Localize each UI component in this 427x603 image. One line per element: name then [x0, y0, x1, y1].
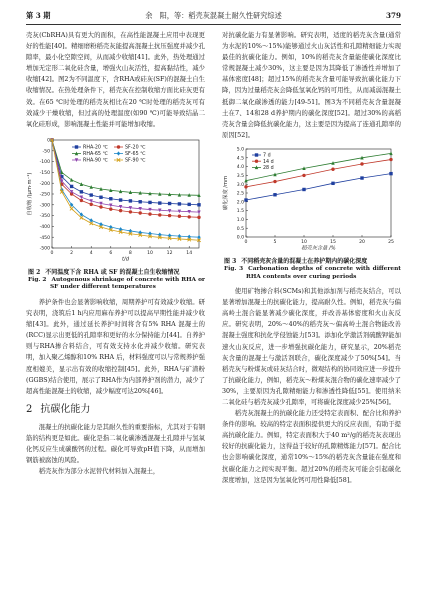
- figure-3-caption-en: Fig. 3 Carbonation depths of concrete with different RHA contents over curing periods: [224, 266, 401, 280]
- left-paragraph-3: 混凝土的抗碳化能力是其耐久性的重要指标，尤其对于有钢筋的结构更是如此。碳化是指二氧化碳渗透混凝土孔隙并与氢氧化钙反应生成碳酸钙的过程。碳化可导致pH值下降，从而增加钢筋被腐蚀的风险。: [26, 423, 205, 465]
- x-tick-label: 15: [330, 239, 336, 245]
- data-point: [360, 176, 363, 179]
- data-point: [148, 212, 151, 215]
- issue-label: 第 3 期: [26, 11, 51, 20]
- data-point: [119, 198, 122, 201]
- data-point: [119, 209, 122, 212]
- data-point: [197, 215, 200, 218]
- y-tick-label: 4.5: [236, 156, 244, 162]
- legend-label: 14 d: [263, 159, 274, 165]
- data-point: [197, 203, 200, 206]
- data-point: [158, 213, 161, 216]
- y-tick-label: -250: [39, 192, 50, 198]
- data-point: [70, 185, 73, 188]
- y-tick-label: -200: [39, 181, 50, 187]
- data-point: [70, 207, 73, 210]
- data-point: [139, 211, 142, 214]
- right-paragraph-3: 稻壳灰混凝土的抗碳化能力还受特定表面积、配合比和养护条件的影响。较高的特定表面积提供更大的反应表面，有助于提高抗碳化能力。例如，特定表面积大于40 m²/g的稻壳灰表现出较好的抗碳化能力，这得益于较好的孔隙精炼能力[57]。配合比也会影响碳化深度，通常10%～15%的稻壳灰含量能在强度和抗碳化能力之间实现平衡。超过20%的稻壳灰可能会引起碳化深度增加，这是因为氢氧化钙可用性降低[58]。: [222, 410, 401, 484]
- legend-marker: [255, 153, 258, 156]
- data-point: [148, 201, 151, 204]
- x-tick-label: 10: [147, 250, 153, 256]
- data-point: [188, 215, 191, 218]
- y-axis-label: 碳化深度 /mm: [223, 175, 229, 211]
- y-tick-label: 3.0: [236, 182, 244, 188]
- data-point: [244, 198, 247, 201]
- data-point: [168, 214, 171, 217]
- y-tick-label: 3.5: [236, 173, 244, 179]
- y-tick-label: -500: [39, 246, 50, 252]
- data-point: [273, 180, 276, 183]
- data-point: [302, 188, 305, 191]
- figure-3: [222, 145, 401, 281]
- data-point: [331, 167, 334, 170]
- data-point: [389, 172, 392, 175]
- data-point: [109, 207, 112, 210]
- data-point: [80, 190, 83, 193]
- x-tick-label: 2: [70, 250, 74, 256]
- y-tick-label: 0.5: [236, 226, 244, 232]
- figure-3-chart: [222, 145, 401, 251]
- figure-2-caption-cn: 图 2 不同温度下含 RHA 或 SF 的混凝土自生收缩情况: [28, 268, 180, 276]
- x-tick-label: 0: [244, 239, 248, 245]
- right-paragraph-2: 使用矿物掺合料(SCMs)和其他添加剂与稻壳灰结合，可以显著增加混凝土的抗碳化能力，提高耐久性。例如，稻壳灰与偏高岭土混合能显著减少碳化深度，并改善基体密度和火山灰反应。研究表明，20%～40%的稻壳灰～偏高岭土混合物能改善混凝土强度和抗化学侵蚀能力[53]。添加化学激活剂硫酸钾能加速火山灰反应，进一步增强抗碳化能力，研究显示，20%稻壳灰含量的混凝土与激活剂联合，碳化深度减少了50%[54]。当稻壳灰与粉煤灰或硅灰结合时，微观结构的协同效应进一步提升了抗碳化能力，例如，稻壳灰～粉煤灰混合物的碳化速率减少了30%，主要原因为孔隙精细能力和渗透性降低[55]。使用纳米二氧化硅与稻壳灰减少孔隙率，可将碳化深度减少25%[56]。: [222, 288, 401, 406]
- legend-label: 7 d: [263, 153, 271, 159]
- data-point: [90, 193, 93, 196]
- x-tick-label: 6: [109, 250, 113, 256]
- data-point: [360, 162, 363, 165]
- x-tick-label: 5: [273, 239, 277, 245]
- series-line: [52, 140, 199, 212]
- right-paragraph-1: 对抗碳化能力有显著影响。研究表明，适度的稻壳灰含量(通常为水泥的10%～15%)能够通过火山灰活性和孔隙精细能力实现最佳的抗碳化能力。例如，10%的稻壳灰含量能使碳化深度比常规混凝土减少30%，这主要是因为其降低了渗透性并增加了基体密度[48]；超过15%的稻壳灰含量可能导致抗碳化能力下降，因为过量稻壳灰会降低氢氧化钙的可用性，从而减弱混凝土抵御二氧化碳渗透的能力[49-51]。图3为不同稻壳灰含量混凝土在7、14和28 d养护期内的碳化深度[52]。超过30%的高稻壳灰含量会降低抗碳化能力，这主要是因为提高了连通孔隙率的原因[52]。: [222, 32, 401, 139]
- header-rule: [26, 24, 401, 25]
- data-point: [99, 205, 102, 208]
- legend-label: SF-90 ℃: [125, 158, 146, 164]
- x-axis-label: t/d: [121, 256, 130, 262]
- data-point: [389, 158, 392, 161]
- y-tick-label: -50: [42, 149, 50, 155]
- legend-marker: [255, 159, 258, 162]
- x-tick-label: 14: [186, 250, 193, 256]
- data-point: [90, 203, 93, 206]
- y-tick-label: -450: [39, 235, 50, 241]
- data-point: [188, 203, 191, 206]
- y-tick-label: 1.0: [236, 217, 244, 223]
- x-tick-label: 4: [89, 250, 93, 256]
- data-point: [129, 210, 132, 213]
- data-point: [129, 199, 132, 202]
- section-heading-2: 2 抗碳化能力: [26, 403, 91, 415]
- page-number: 379: [385, 11, 401, 20]
- y-tick-label: 0: [47, 138, 50, 144]
- y-tick-label: -100: [39, 160, 50, 166]
- x-tick-label: 12: [166, 250, 173, 256]
- legend: [252, 153, 274, 171]
- y-tick-label: 2.5: [236, 191, 244, 197]
- y-tick-label: -400: [39, 224, 50, 230]
- figure-2-caption-en: Fig. 2 Autogenous shrinkage of concrete with RHA or SF under different temperatures: [28, 276, 205, 291]
- data-point: [109, 197, 112, 200]
- legend-label: SF-20 ℃: [125, 145, 146, 151]
- right-column: [222, 30, 401, 486]
- legend-label: 28 d: [263, 166, 274, 172]
- data-point: [244, 185, 247, 188]
- legend-label: RHA-65 ℃: [83, 152, 108, 158]
- data-point: [139, 200, 142, 203]
- data-point: [178, 202, 181, 205]
- y-tick-label: 4.0: [236, 165, 244, 171]
- y-tick-label: -350: [39, 214, 50, 220]
- data-point: [273, 193, 276, 196]
- y-tick-label: -150: [39, 170, 50, 176]
- x-axis-label: 稻壳灰含量 /%: [301, 245, 336, 251]
- data-point: [99, 195, 102, 198]
- y-tick-label: 2.0: [236, 200, 244, 206]
- running-title: 余 阳，等：稻壳灰混凝土耐久性研究综述: [145, 11, 282, 20]
- y-tick-label: -300: [39, 203, 50, 209]
- x-tick-label: 25: [388, 239, 394, 245]
- figure-3-caption-cn: 图 3 不同稻壳灰含量的混凝土在养护期内的碳化深度: [224, 258, 368, 266]
- x-tick-label: 0: [50, 250, 54, 256]
- left-paragraph-1: 壳灰(CbRHA)具有更大的面积，在高性能混凝土应用中表现更好的性能[40]。精细磨粉稻壳灰能提高混凝土抗压强度并减少孔隙率，最小化空隙空间，从而减少收缩[41]。此外，热处理通过增加无定形二氧化硅含量，增强火山灰活性，提高黏结性，减少收缩[42]。图2为不同温度下，含RHA或硅灰(SF)的混凝土自生收缩情况。在热处理条件下，稻壳灰在控制收缩方面比硅灰更有效。在65 ℃时处理的稻壳灰相比在20 ℃时处理的稻壳灰可有效减少干燥收缩，但过高的处理温度(如90 ℃)可能导致结晶二氧化硅形成，影响混凝土性能并可能增加收缩。: [26, 32, 205, 128]
- x-tick-label: 8: [128, 250, 132, 256]
- data-point: [302, 174, 305, 177]
- data-point: [70, 178, 73, 182]
- legend: [72, 145, 146, 164]
- data-point: [168, 202, 171, 205]
- left-column: [26, 30, 205, 477]
- legend-label: RHA-90 ℃: [83, 158, 108, 164]
- data-point: [331, 182, 334, 185]
- x-tick-label: 10: [301, 239, 307, 245]
- left-paragraph-2: 养护条件也会显著影响收缩，周期养护可有效减少收缩。研究表明，浇筑后1 h内应用麻布养护可以提高早期性能并减少收缩[43]。此外，通过延长养护时间将含有5% RHA 混凝土的(RCC)显示出更低的孔隙率和更好的水分保持能力[44]。自养护则与RHA掺合料结合，可有效支持水化并减少收缩。研究表明，加入聚乙烯醇和10% RHA 后，材料强度可以与常规养护强度相媲美，显示出有效的收缩控制[45]。此外，RHA与矿渣粉(GGBS)结合使用，展示了RHA作为内部养护剂的潜力，减少了超高性能混凝土的收缩，减少幅度可达20%[46]。: [26, 298, 205, 395]
- data-point: [178, 214, 181, 217]
- y-tick-label: 5.0: [236, 147, 244, 153]
- data-point: [158, 201, 161, 204]
- y-tick-label: 0.0: [236, 235, 244, 241]
- legend-label: RHA-20 ℃: [83, 145, 108, 151]
- legend-label: SF-65 ℃: [125, 152, 146, 158]
- left-paragraph-4: 稻壳灰作为部分水泥替代材料加入混凝土，: [38, 468, 160, 476]
- legend-marker: [75, 145, 78, 148]
- data-point: [80, 199, 83, 202]
- x-tick-label: 20: [359, 239, 365, 245]
- figure-2-chart: [26, 134, 205, 262]
- figure-2: [26, 134, 205, 292]
- legend-marker: [117, 145, 120, 148]
- y-tick-label: 1.5: [236, 209, 244, 215]
- running-head: [26, 11, 401, 23]
- series-line: [246, 174, 391, 200]
- y-axis-label: 自收缩 /(μm·m⁻¹): [27, 172, 33, 216]
- legend-marker: [117, 151, 120, 155]
